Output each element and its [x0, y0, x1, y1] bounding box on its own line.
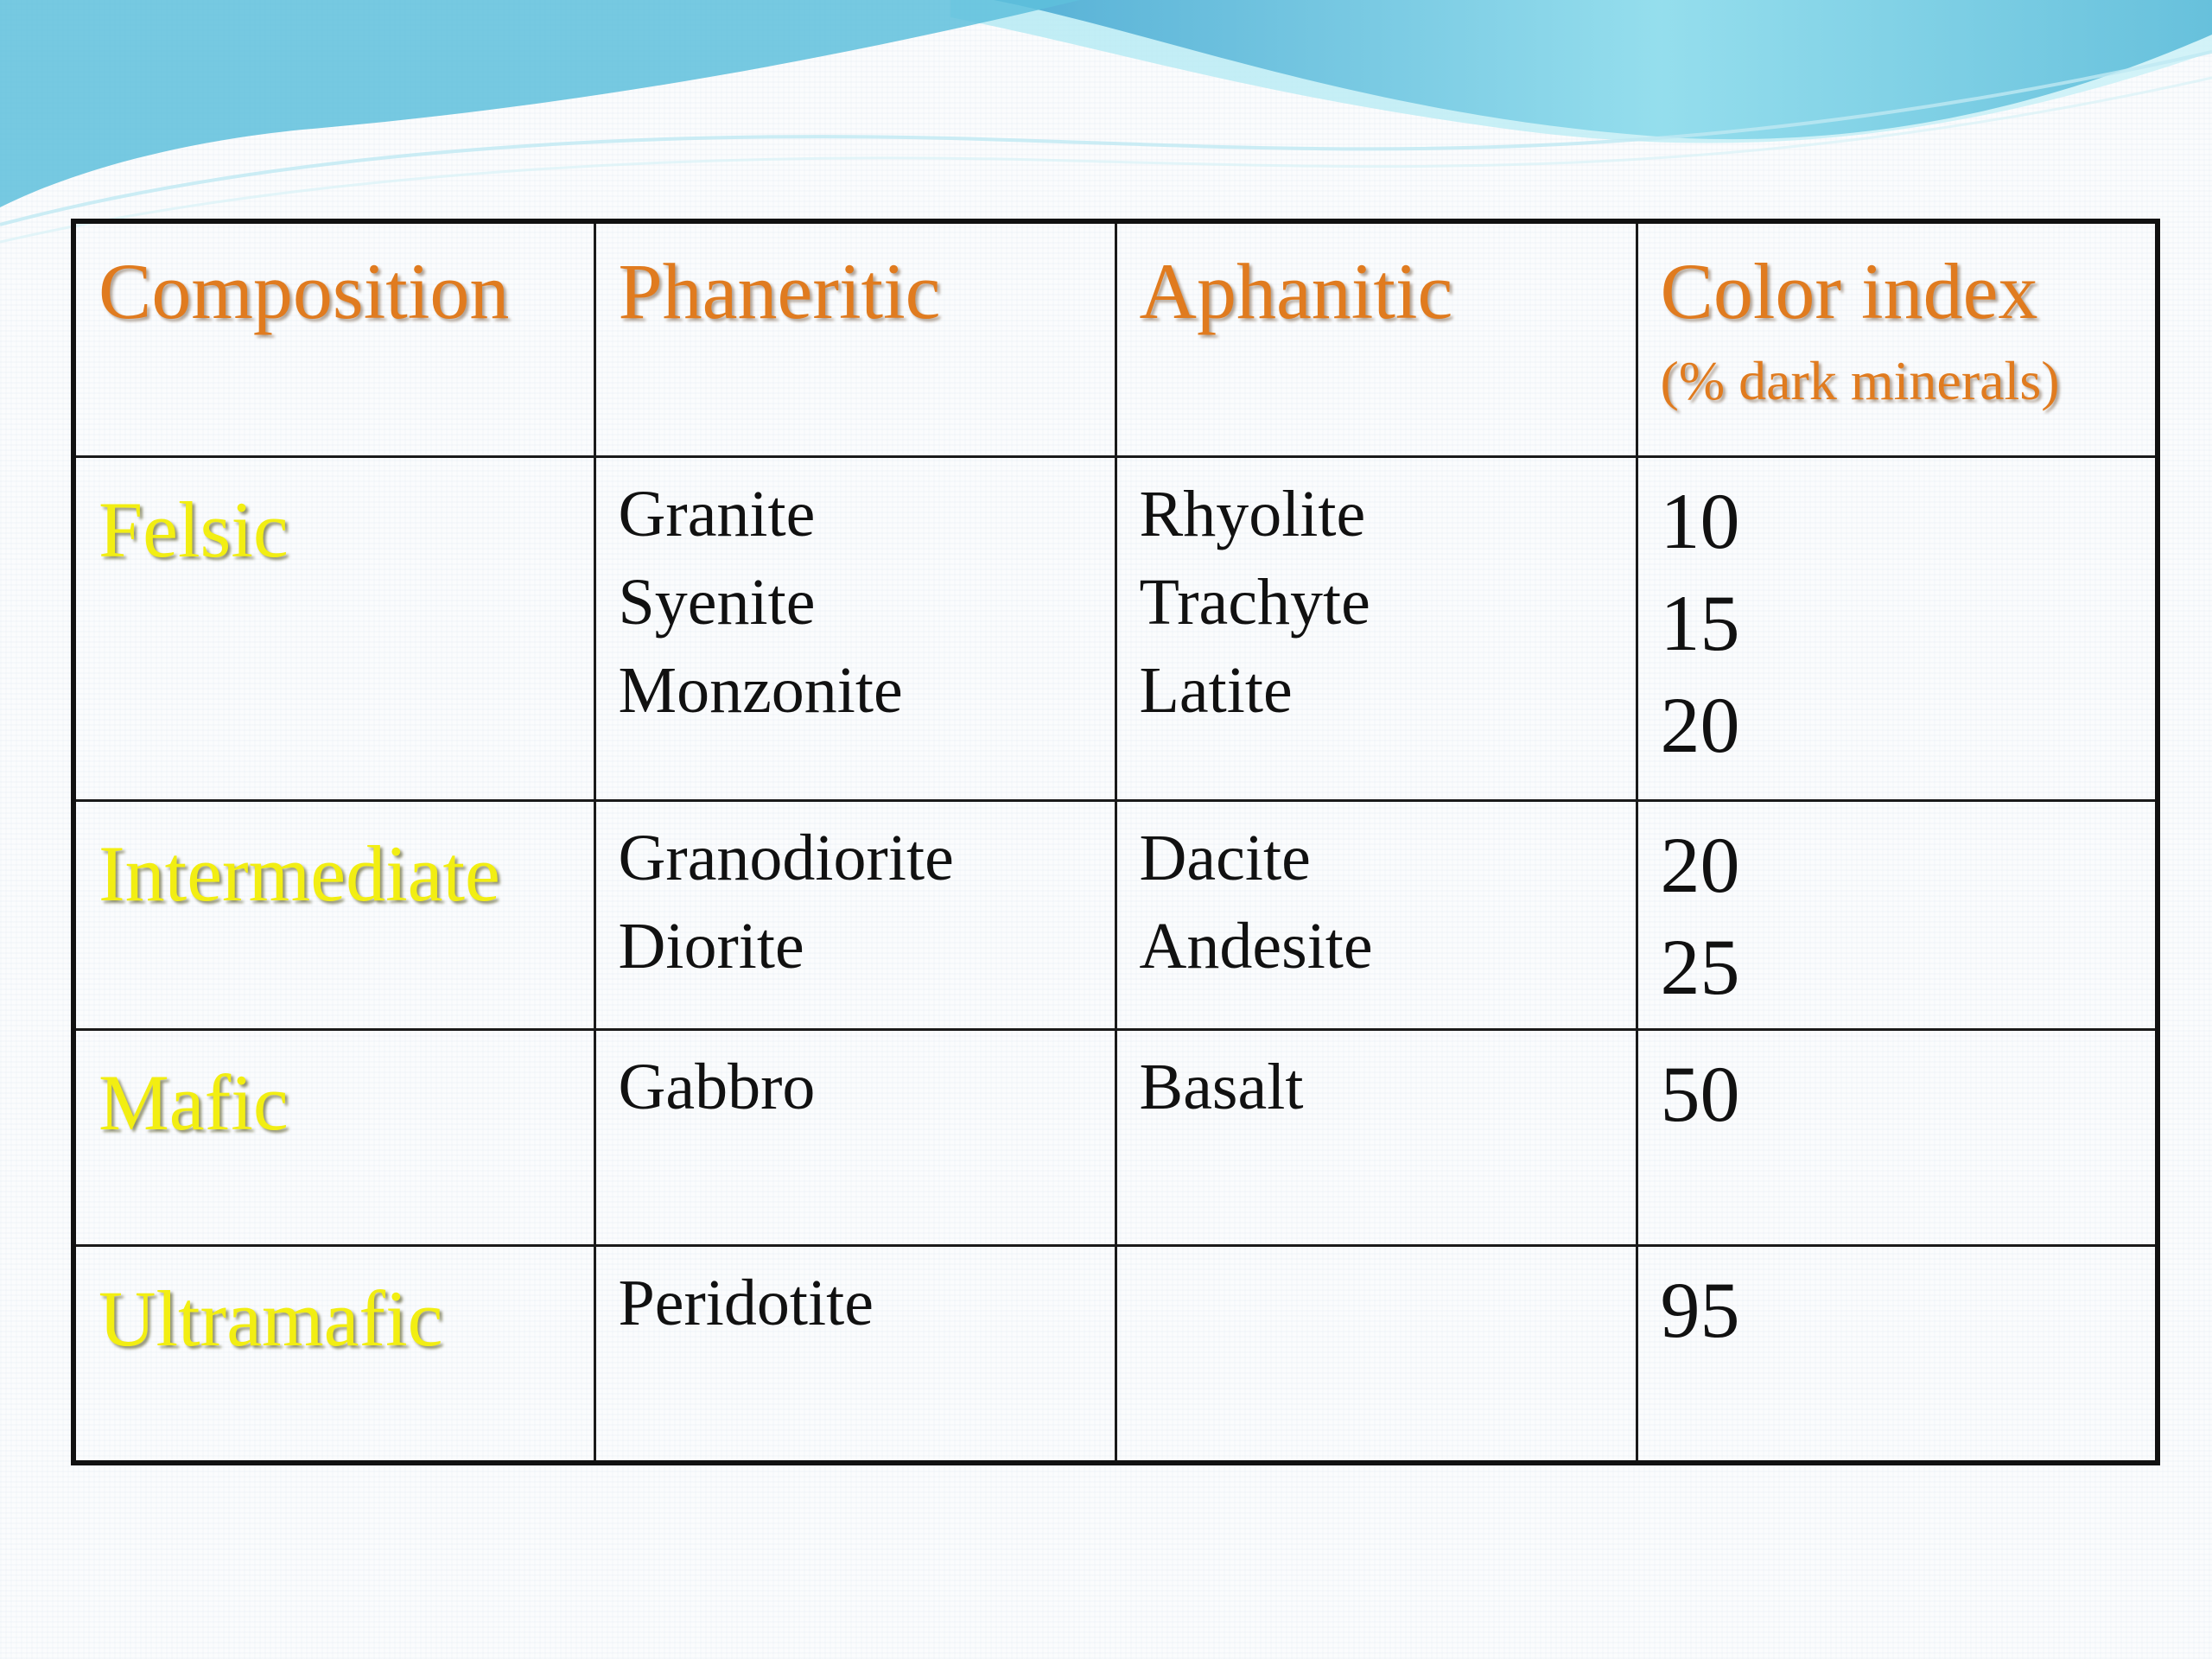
composition-cell	[73, 1245, 594, 1463]
color-index-cell	[1637, 1029, 2158, 1245]
rock-name: Syenite	[618, 565, 816, 639]
rock-classification-table	[71, 219, 2160, 1465]
rock-name: Basalt	[1139, 1050, 1304, 1123]
composition-cell	[73, 456, 594, 800]
composition-cell	[73, 1029, 594, 1245]
table-row-felsic	[73, 456, 2158, 800]
header-color-index: Color index	[1660, 247, 2038, 335]
header-aphanitic: Aphanitic	[1139, 247, 1453, 335]
rock-name: Dacite	[1139, 821, 1311, 894]
composition-label: Felsic	[99, 485, 289, 574]
composition-label: Mafic	[99, 1058, 289, 1147]
phaneritic-cell	[594, 456, 1116, 800]
color-index-cell	[1637, 456, 2158, 800]
table-row-ultramafic	[73, 1245, 2158, 1463]
composition-cell	[73, 800, 594, 1029]
phaneritic-cell	[594, 1029, 1116, 1245]
color-index-value: 20	[1660, 680, 1740, 769]
header-cell-color-index	[1637, 221, 2158, 456]
header-cell-phaneritic	[594, 221, 1116, 456]
rock-name: Granite	[618, 477, 816, 550]
header-phaneritic: Phaneritic	[618, 247, 941, 335]
rock-name: Diorite	[618, 909, 804, 982]
header-color-index-subtitle: (% dark minerals)	[1660, 350, 2060, 411]
color-index-value: 50	[1660, 1049, 1740, 1138]
color-index-cell	[1637, 800, 2158, 1029]
aphanitic-cell	[1116, 800, 1637, 1029]
composition-label: Ultramafic	[99, 1274, 443, 1363]
rock-name: Granodiorite	[618, 821, 954, 894]
aphanitic-cell	[1116, 456, 1637, 800]
aphanitic-cell	[1116, 1029, 1637, 1245]
phaneritic-cell	[594, 1245, 1116, 1463]
color-index-value: 10	[1660, 476, 1740, 565]
table-row-intermediate	[73, 800, 2158, 1029]
rock-name: Gabbro	[618, 1050, 816, 1123]
phaneritic-cell	[594, 800, 1116, 1029]
color-index-cell	[1637, 1245, 2158, 1463]
header-cell-aphanitic	[1116, 221, 1637, 456]
color-index-value: 15	[1660, 578, 1740, 667]
composition-label: Intermediate	[99, 829, 500, 918]
aphanitic-cell-empty	[1116, 1245, 1637, 1463]
rock-name: Rhyolite	[1139, 477, 1366, 550]
color-index-value: 25	[1660, 922, 1740, 1011]
rock-name: Trachyte	[1139, 565, 1370, 639]
color-index-value: 20	[1660, 820, 1740, 909]
table-row-mafic	[73, 1029, 2158, 1245]
header-cell-composition	[73, 221, 594, 456]
color-index-value: 95	[1660, 1265, 1740, 1354]
rock-name: Andesite	[1139, 909, 1373, 982]
header-composition: Composition	[99, 247, 510, 335]
rock-name: Monzonite	[618, 653, 903, 727]
rock-name: Latite	[1139, 653, 1293, 727]
rock-name: Peridotite	[618, 1266, 874, 1339]
table-header-row	[73, 221, 2158, 456]
rock-table	[71, 219, 2160, 1465]
